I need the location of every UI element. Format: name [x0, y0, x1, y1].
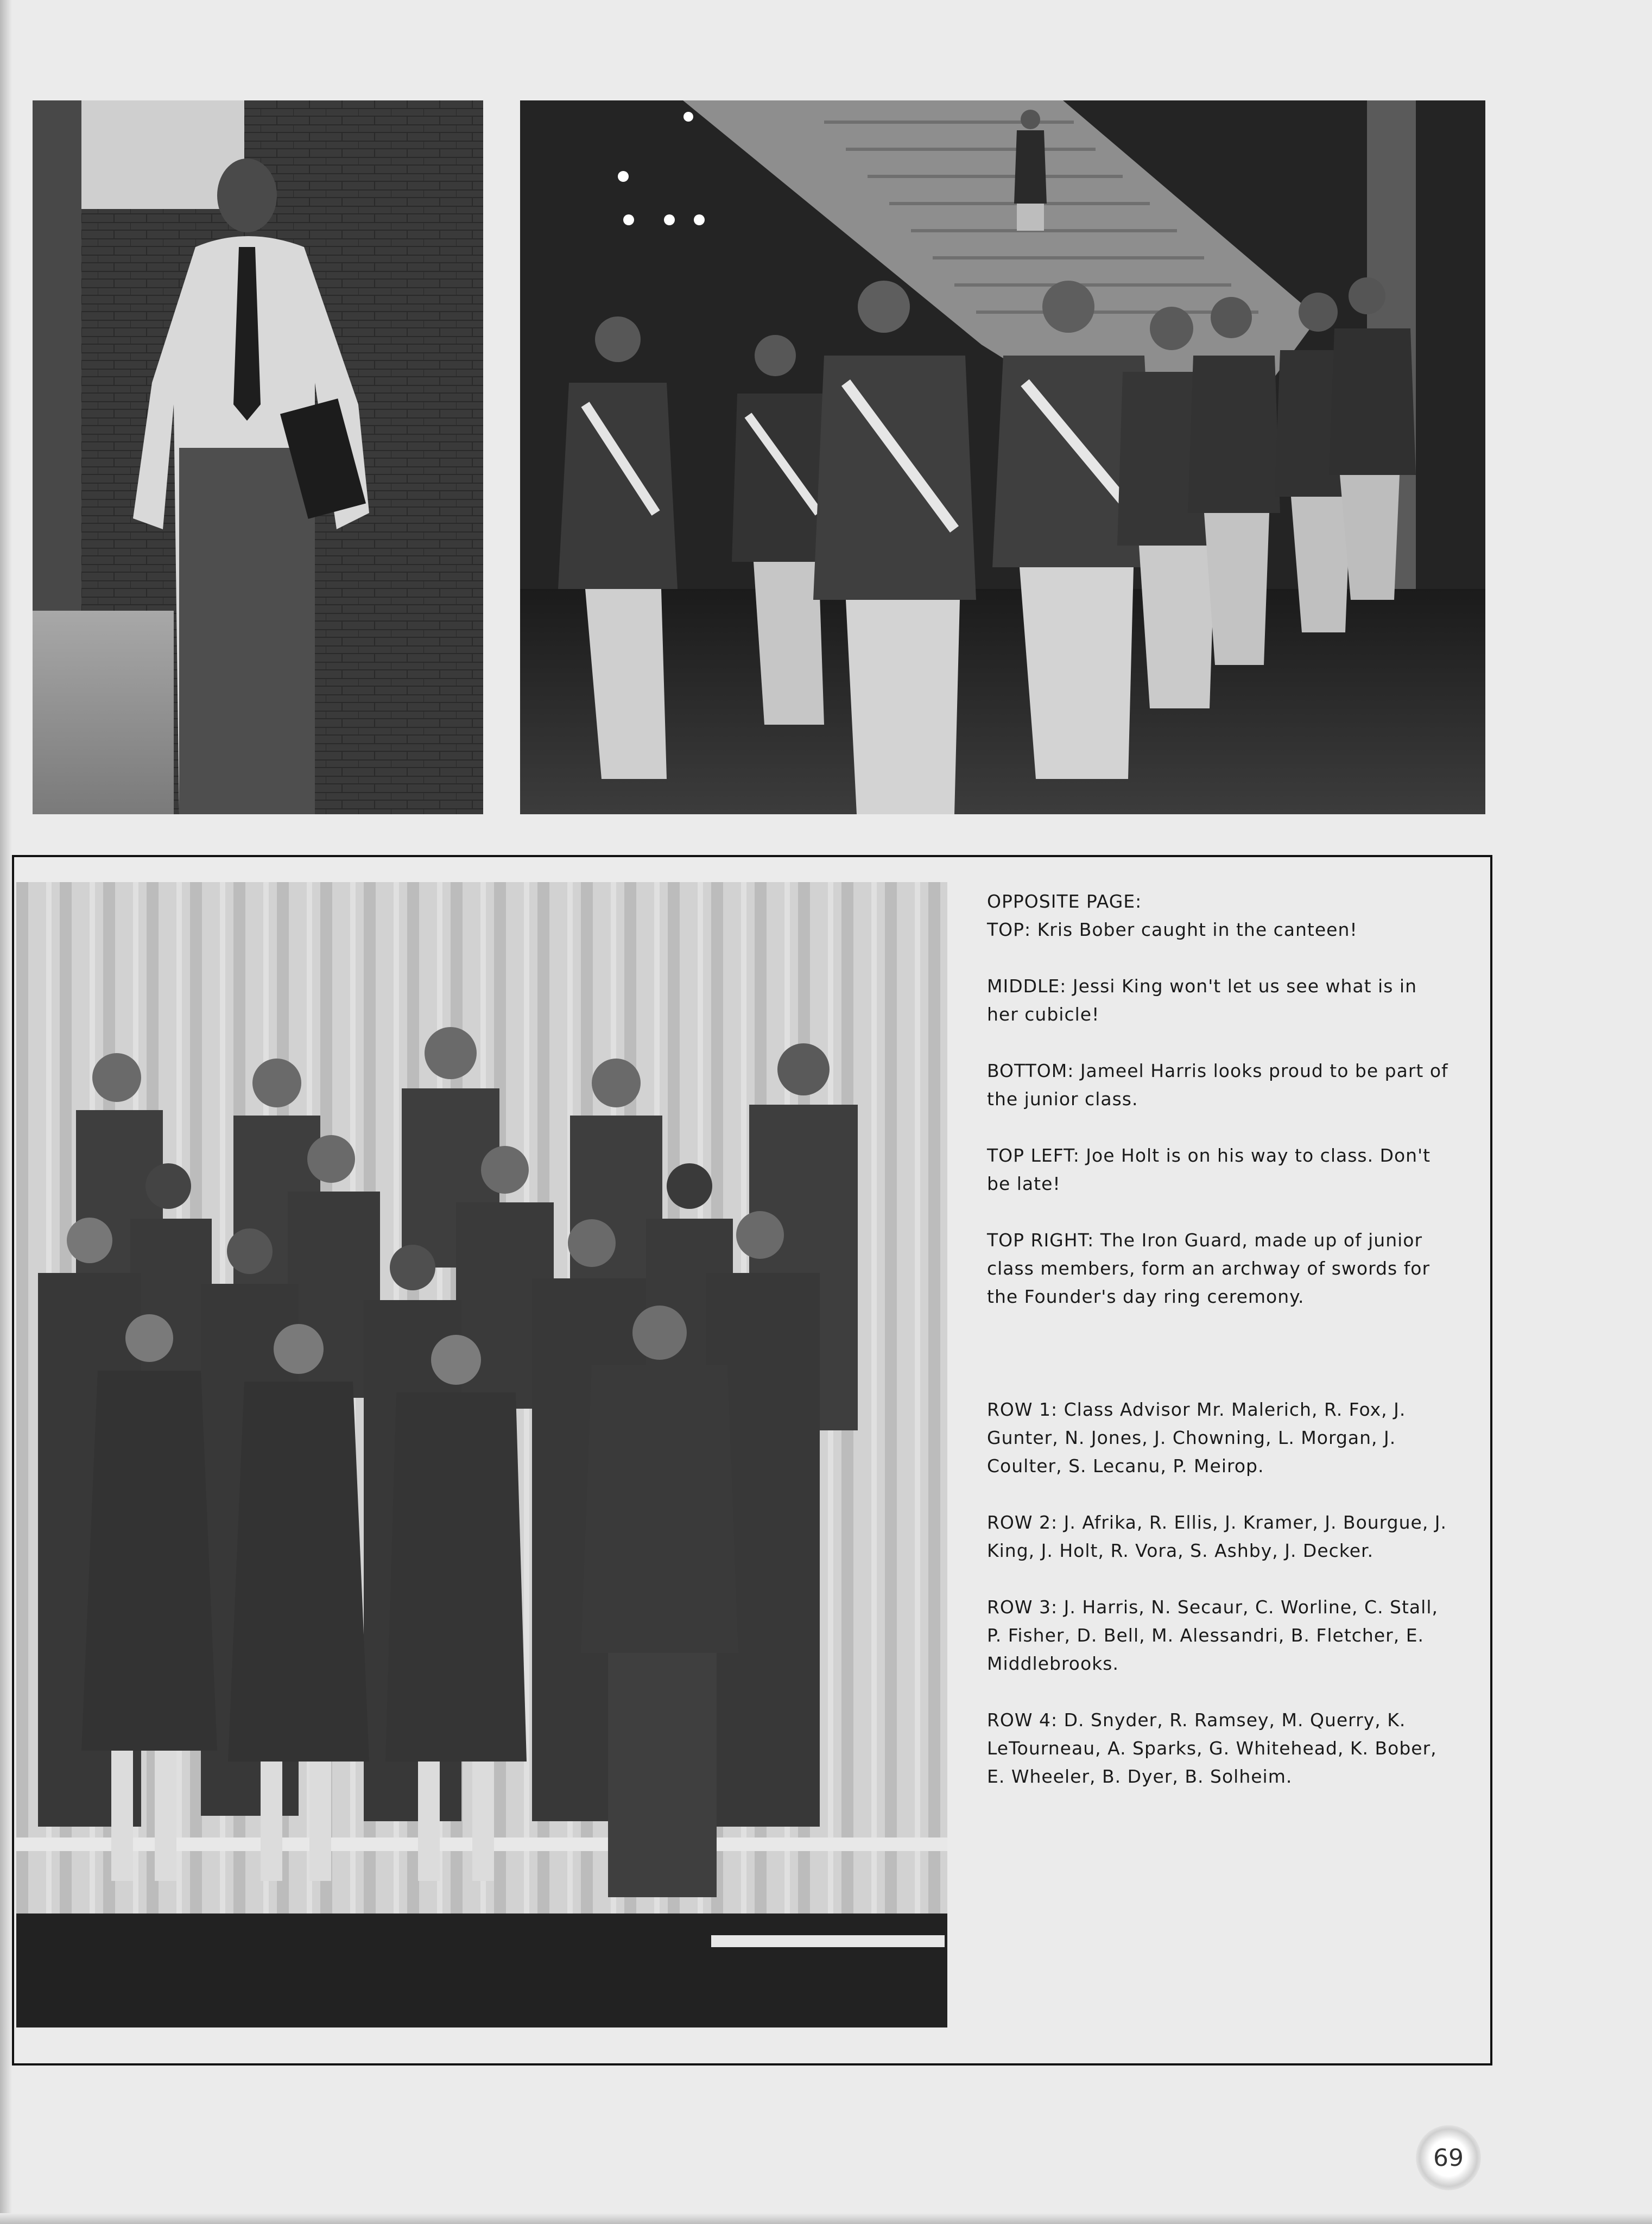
photo-iron-guard-procession: [520, 100, 1485, 814]
caption-top-right: TOP RIGHT: The Iron Guard, made up of junior class members, form an archway of swords for the Founder's day ring ceremony.: [987, 1230, 1431, 1307]
caption-top: TOP: Kris Bober caught in the canteen!: [987, 919, 1358, 940]
caption-row-3: ROW 3: J. Harris, N. Secaur, C. Worline, C. Stall, P. Fisher, D. Bell, M. Alessandri, B. Fletcher, E. Middlebrooks.: [987, 1596, 1438, 1674]
caption-row-2: ROW 2: J. Afrika, R. Ellis, J. Kramer, J. Bourgue, J. King, J. Holt, R. Vora, S. Ashby, J. Decker.: [987, 1512, 1447, 1561]
photo-cadet-walking-image: [33, 100, 483, 814]
page-binding-shadow: [0, 0, 12, 2224]
photo-junior-class-group-image: [16, 882, 947, 2027]
caption-top-left: TOP LEFT: Joe Holt is on his way to class. Don't be late!: [987, 1145, 1431, 1194]
caption-bottom: BOTTOM: Jameel Harris looks proud to be part of the junior class.: [987, 1060, 1448, 1110]
page-number: 69: [1416, 2125, 1481, 2190]
caption-row-4: ROW 4: D. Snyder, R. Ramsey, M. Querry, K. LeTourneau, A. Sparks, G. Whitehead, K. Bober, E. Wheeler, B. Dyer, B. Solheim.: [987, 1709, 1437, 1787]
photo-junior-class-group: [16, 882, 947, 2027]
photo-cadet-walking: [33, 100, 483, 814]
caption-opposite-page: [987, 888, 1448, 944]
photo-iron-guard-procession-image: [520, 100, 1485, 814]
caption-middle: MIDDLE: Jessi King won't let us see what is in her cubicle!: [987, 975, 1417, 1025]
captions-block: [987, 888, 1448, 1819]
caption-opposite-heading: OPPOSITE PAGE:: [987, 891, 1142, 912]
caption-row-1: ROW 1: Class Advisor Mr. Malerich, R. Fox, J. Gunter, N. Jones, J. Chowning, L. Morgan, J. Coulter, S. Lecanu, P. Meirop.: [987, 1399, 1406, 1477]
caption-spacer: [987, 1339, 1448, 1396]
page-bottom-shadow: [0, 2213, 1652, 2224]
